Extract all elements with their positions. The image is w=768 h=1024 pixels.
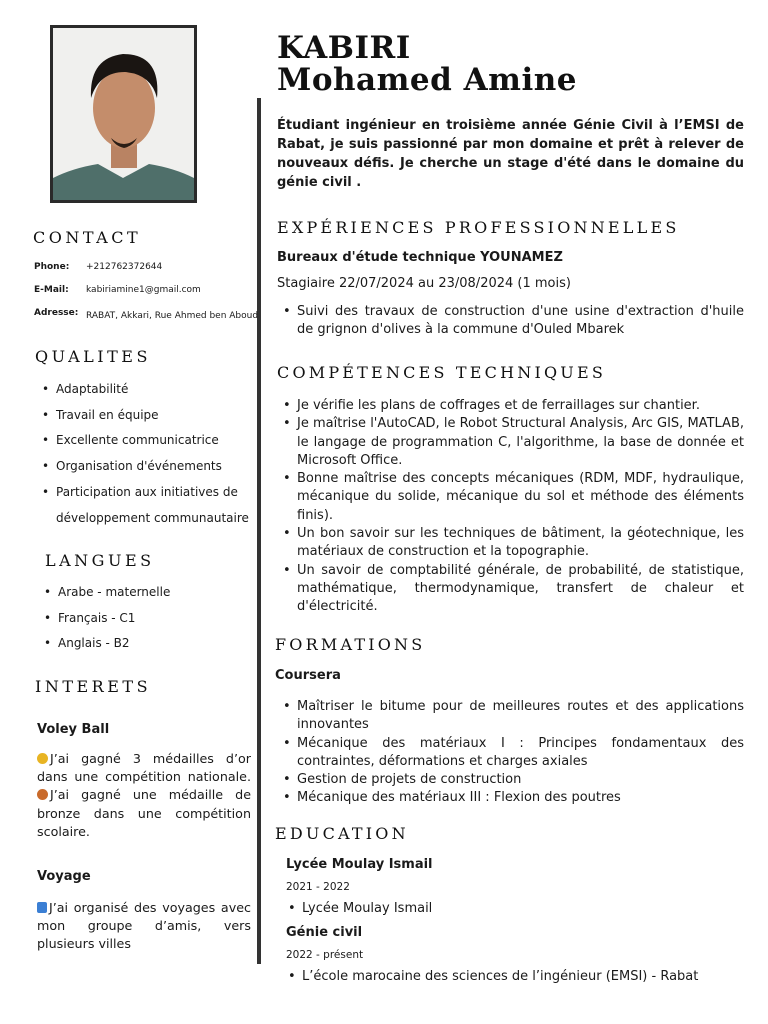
list-item-continued: développement communautaire (56, 510, 249, 525)
list-item: • Participation aux initiatives de (40, 480, 255, 506)
list-item: • Arabe - maternelle (42, 580, 242, 606)
list-item: • Organisation d'événements (40, 454, 255, 480)
list-item: • Français - C1 (42, 606, 242, 632)
voley-text-1: J’ai gagné 3 médailles d’or dans une compétition nationale. (37, 751, 251, 785)
last-name: KABIRI (277, 30, 411, 66)
experiences-title: EXPÉRIENCES PROFESSIONNELLES (277, 218, 680, 237)
formations-title: FORMATIONS (275, 635, 426, 654)
company-name: Bureaux d'étude technique YOUNAMEZ (277, 250, 563, 265)
voyage-text: J’ai organisé des voyages avec mon groupe d’amis, vers plusieurs villes (37, 900, 251, 952)
list-item: • L’école marocaine des sciences de l’ingénieur (EMSI) - Rabat (286, 968, 749, 986)
contact-address-row (34, 308, 258, 321)
list-item: • Excellente communicatrice (40, 428, 255, 454)
voley-title: Voley Ball (37, 722, 110, 737)
email-value[interactable]: kabiriamine1@gmail.com (86, 285, 201, 295)
formation-org: Coursera (275, 668, 341, 683)
experience-list (281, 303, 744, 340)
column-divider (257, 98, 261, 964)
voley-description (37, 750, 251, 841)
education-1-title: Lycée Moulay Ismail (286, 857, 433, 872)
voyage-title: Voyage (37, 869, 91, 884)
list-item: • Un savoir de comptabilité générale, de probabilité, de statistique, mathématique, thermodynamique, transfert de chaleur et d'électricité. (281, 562, 744, 617)
langues-list (42, 580, 242, 657)
list-item: • Un bon savoir sur les techniques de bâtiment, la géotechnique, les matériaux de construction et la topographie. (281, 525, 744, 562)
formations-list (281, 698, 744, 808)
list-item: • Adaptabilité (40, 377, 255, 403)
profile-photo (50, 25, 197, 203)
qualites-list (40, 377, 255, 531)
education-1-list (286, 900, 749, 918)
list-item: • Gestion de projets de construction (281, 771, 744, 789)
list-item: • Mécanique des matériaux I : Principes fondamentaux des contraintes, déformations et charges axiales (281, 735, 744, 772)
list-item: • Suivi des travaux de construction d'une usine d'extraction d'huile de grignon d'olives à la commune d'Ouled Mbarek (281, 303, 744, 340)
first-name: Mohamed Amine (277, 62, 578, 98)
list-item: • Mécanique des matériaux III : Flexion des poutres (281, 789, 744, 807)
list-item: • Bonne maîtrise des concepts mécaniques (RDM, MDF, hydraulique, mécanique du solide, mécanique du sol et méthode des éléments finis). (281, 470, 744, 525)
competences-title: COMPÉTENCES TECHNIQUES (277, 363, 607, 382)
email-label: E-Mail: (34, 285, 69, 295)
education-2-list (286, 968, 749, 986)
contact-email-row (34, 285, 201, 295)
gold-medal-icon (37, 753, 48, 764)
education-1-dates: 2021 - 2022 (286, 881, 350, 893)
voyage-description (37, 899, 251, 954)
bronze-medal-icon (37, 789, 48, 800)
list-item: • Maîtriser le bitume pour de meilleures routes et des applications innovantes (281, 698, 744, 735)
phone-label: Phone: (34, 262, 70, 272)
list-item: • Lycée Moulay Ismail (286, 900, 749, 918)
phone-value[interactable]: +212762372644 (86, 262, 163, 272)
candidate-name (277, 32, 577, 96)
voley-text-2: J’ai gagné une médaille de bronze dans une compétition scolaire. (37, 787, 251, 839)
list-item: • Je vérifie les plans de coffrages et de ferraillages sur chantier. (281, 397, 744, 415)
role-dates: Stagiaire 22/07/2024 au 23/08/2024 (1 mois) (277, 276, 571, 291)
list-item: • Anglais - B2 (42, 631, 242, 657)
qualites-title: QUALITES (35, 347, 151, 366)
list-item: • Je maîtrise l'AutoCAD, le Robot Structural Analysis, Arc GIS, MATLAB, le langage de programmation C, l'algorithme, la base de donnée et Microsoft Office. (281, 415, 744, 470)
langues-title: LANGUES (45, 551, 155, 570)
list-item: • Travail en équipe (40, 403, 255, 429)
profile-summary: Étudiant ingénieur en troisième année Génie Civil à l’EMSI de Rabat, je suis passionné par mon domaine et prêt à relever de nouveaux défis. Je cherche un stage d'été dans le domaine du génie civil . (277, 118, 744, 190)
avatar (53, 28, 194, 200)
suitcase-icon (37, 902, 47, 913)
competences-list (281, 397, 744, 617)
education-2-dates: 2022 - présent (286, 949, 364, 961)
address-label: Adresse: (34, 308, 79, 318)
contact-phone-row (34, 262, 162, 272)
education-2-title: Génie civil (286, 925, 363, 940)
interets-title: INTERETS (35, 677, 152, 696)
address-value: RABAT, Akkari, Rue Ahmed ben Aboud (86, 311, 259, 321)
contact-title: CONTACT (33, 228, 142, 247)
education-title: EDUCATION (275, 824, 409, 843)
